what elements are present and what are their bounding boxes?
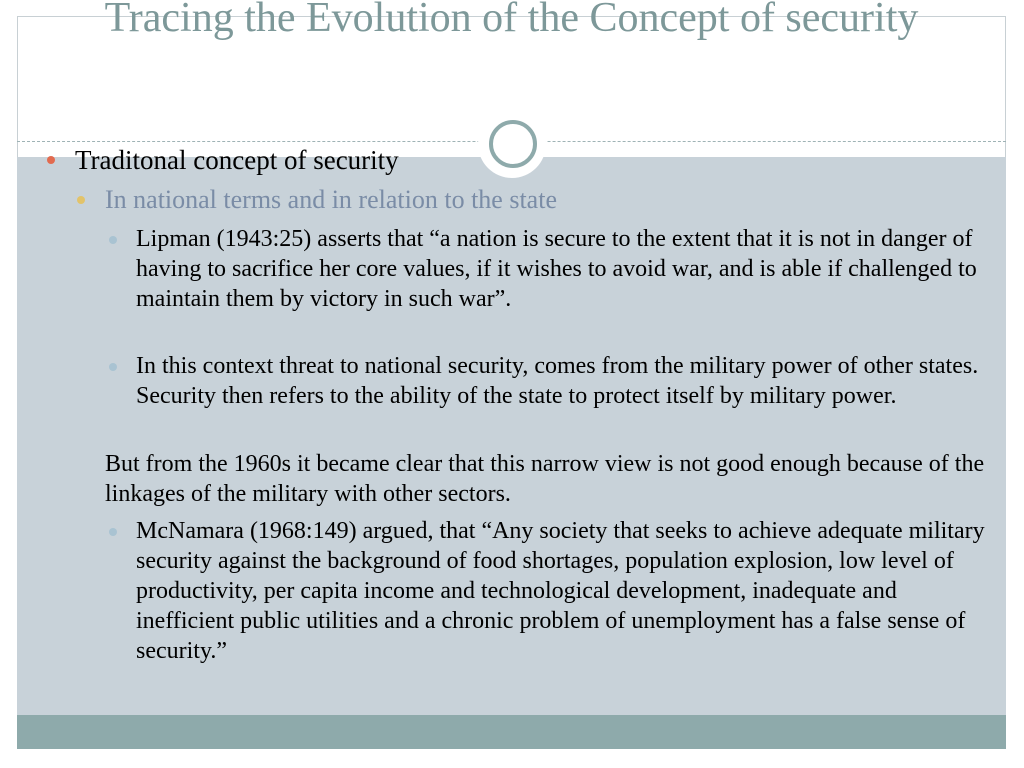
bullet-level3: Lipman (1943:25) asserts that “a nation is secure to the extent that it is not in danger of having to sacrifice her core values, if it wishes to avoid war, and is able if challenged to maintain them by victory in such war”. xyxy=(136,226,977,312)
paragraph: But from the 1960s it became clear that this narrow view is not good enough because of the linkages of the military with other sectors. xyxy=(105,451,985,507)
bullet-dot-icon xyxy=(109,236,117,244)
bullet-dot-icon xyxy=(109,528,117,536)
bullet-level2: In national terms and in relation to the state xyxy=(105,185,557,214)
bullet-level1: Traditonal concept of security xyxy=(75,145,399,175)
bullet-level3: In this context threat to national security, comes from the military power of other states. Security then refers to the ability of the state to protect itself by military power. xyxy=(136,353,979,409)
slide-title: Tracing the Evolution of the Concept of security xyxy=(104,0,919,41)
bullet-level3: McNamara (1968:149) argued, that “Any society that seeks to achieve adequate military security against the background of food shortages, population explosion, low level of productivity, per capita income and technological development, inadequate and inefficient public utilities and a chronic problem of unemployment has a false sense of security.” xyxy=(136,518,985,664)
bullet-dot-icon xyxy=(77,196,85,204)
bullet-dot-icon xyxy=(109,363,117,371)
bullet-dot-icon xyxy=(47,156,55,164)
